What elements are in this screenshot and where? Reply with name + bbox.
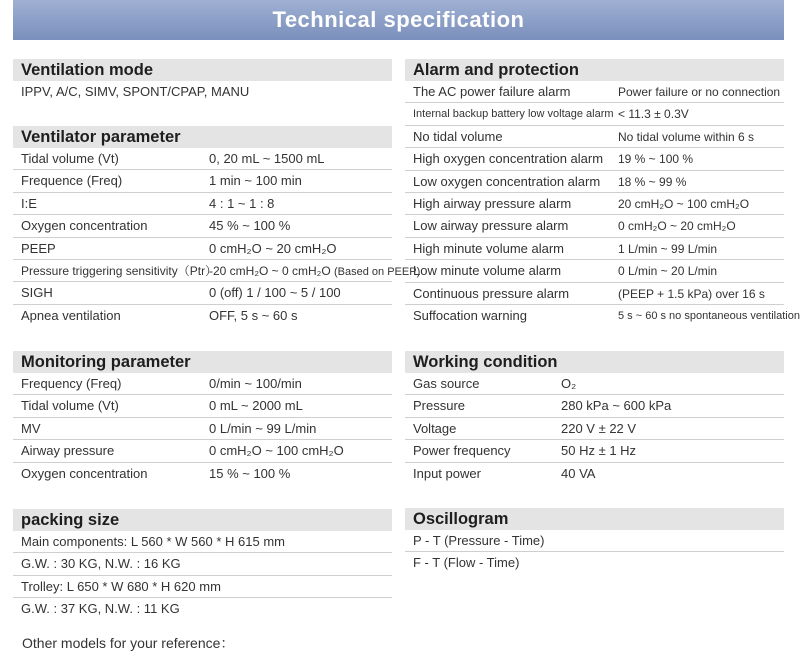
param-value: 40 VA (561, 465, 596, 481)
alarm-protection-section (405, 59, 800, 327)
param-value: 0 L/min ~ 99 L/min (209, 420, 317, 436)
param-label: Low minute volume alarm (413, 263, 562, 279)
param-label: Frequence (Freq) (21, 173, 123, 189)
param-value: 20 cmH₂O ~ 100 cmH₂O (618, 196, 750, 211)
param-value: 280 kPa ~ 600 kPa (561, 398, 672, 414)
param-label: The AC power failure alarm (413, 84, 571, 99)
packing-text: Main components: L 560 * W 560 * H 615 mm (21, 534, 285, 549)
oscillogram-section (405, 508, 784, 575)
table-row (405, 193, 784, 215)
param-value: 0 (off) 1 / 100 ~ 5 / 100 (209, 285, 341, 301)
table-row (405, 148, 784, 170)
table-row (13, 170, 392, 192)
table-row (405, 395, 784, 417)
param-value: 220 V ± 22 V (561, 420, 637, 436)
param-label: Frequency (Freq) (21, 376, 122, 391)
packing-size-section (13, 509, 392, 621)
table-row (405, 373, 784, 395)
working-condition-section (405, 351, 784, 485)
table-row (13, 373, 392, 395)
param-value: No tidal volume within 6 s (618, 129, 755, 144)
param-label: Oxygen concentration (21, 465, 148, 481)
list-item (13, 598, 392, 620)
section-heading: Ventilator parameter (13, 126, 392, 148)
param-label: Airway pressure (21, 443, 115, 459)
list-item (405, 530, 784, 552)
param-label: Tidal volume (Vt) (21, 151, 119, 166)
param-label: Pressure triggering sensitivity（Ptr） (21, 263, 218, 278)
param-value: OFF, 5 s ~ 60 s (209, 307, 298, 323)
table-row (405, 463, 784, 485)
oscillogram-text: P - T (Pressure - Time) (413, 533, 545, 548)
oscillogram-text: F - T (Flow - Time) (413, 555, 520, 571)
param-label: Oxygen concentration (21, 218, 148, 234)
param-label: Continuous pressure alarm (413, 285, 570, 301)
param-value: 5 s ~ 60 s no spontaneous ventilation (618, 309, 800, 322)
table-row (13, 463, 392, 485)
table-row (13, 193, 392, 215)
list-item (405, 552, 784, 574)
param-label: SIGH (21, 285, 53, 301)
table-row (405, 260, 784, 282)
page-title-banner (13, 0, 784, 40)
param-label: High oxygen concentration alarm (413, 151, 604, 167)
param-label: High airway pressure alarm (413, 195, 572, 211)
section-heading: Oscillogram (405, 508, 784, 530)
param-value: 0 L/min ~ 20 L/min (618, 264, 718, 279)
param-value: 50 Hz ± 1 Hz (561, 443, 637, 459)
param-label: Input power (413, 465, 481, 481)
packing-text: G.W. : 37 KG, N.W. : 11 KG (21, 601, 180, 617)
table-row (405, 81, 784, 103)
param-value: 18 % ~ 99 % (618, 174, 687, 189)
table-row (13, 282, 392, 304)
table-row (405, 440, 784, 462)
param-value: 0 cmH₂O ~ 20 cmH₂O (618, 219, 736, 234)
monitoring-parameter-section (13, 351, 392, 485)
param-value: (PEEP + 1.5 kPa) over 16 s (618, 286, 765, 301)
section-heading: Alarm and protection (405, 59, 784, 81)
list-item (13, 553, 392, 575)
param-label: No tidal volume (413, 128, 503, 144)
param-value: < 11.3 ± 0.3V (618, 107, 689, 122)
param-label: Power frequency (413, 443, 511, 459)
section-heading: Monitoring parameter (13, 351, 392, 373)
table-row (405, 126, 784, 148)
section-heading: Working condition (405, 351, 784, 373)
footer-note: Other models for your reference： (22, 635, 235, 651)
table-row (405, 103, 784, 125)
param-value: 19 % ~ 100 % (618, 152, 694, 167)
packing-text: G.W. : 30 KG, N.W. : 16 KG (21, 556, 181, 572)
param-value: 0 cmH₂O ~ 20 cmH₂O (209, 240, 337, 256)
param-value: 1 L/min ~ 99 L/min (618, 241, 718, 256)
param-value: Power failure or no connection (618, 85, 781, 99)
param-value: O₂ (561, 376, 577, 391)
param-value: 0 cmH₂O ~ 100 cmH₂O (209, 443, 344, 459)
param-label: MV (21, 420, 41, 436)
table-row (13, 260, 421, 282)
param-label: Apnea ventilation (21, 307, 121, 323)
list-item (13, 531, 392, 553)
table-row (13, 395, 392, 417)
list-item (13, 576, 392, 598)
param-value: 0 mL ~ 2000 mL (209, 398, 303, 414)
param-label: Internal backup battery low voltage alarm (413, 108, 614, 121)
param-value: 0, 20 mL ~ 1500 mL (209, 151, 325, 166)
param-value: 4 : 1 ~ 1 : 8 (209, 195, 275, 211)
param-value-main: -20 cmH₂O ~ 0 cmH₂O (209, 263, 331, 278)
ventilation-mode-text: IPPV, A/C, SIMV, SPONT/CPAP, MANU (21, 84, 250, 99)
table-row (405, 283, 784, 305)
param-value: 1 min ~ 100 min (209, 173, 302, 189)
page-title: Technical specification (272, 7, 525, 32)
table-row (13, 148, 392, 170)
table-row (13, 418, 392, 440)
table-row (405, 305, 800, 327)
ventilator-parameter-section (13, 126, 421, 327)
table-row (405, 215, 784, 237)
param-label: Voltage (413, 420, 457, 436)
table-row (405, 171, 784, 193)
param-label: Tidal volume (Vt) (21, 398, 119, 414)
list-item (13, 81, 392, 103)
table-row (405, 238, 784, 260)
table-row (13, 238, 392, 260)
param-value: 15 % ~ 100 % (209, 465, 291, 481)
param-value: 0/min ~ 100/min (209, 376, 302, 391)
section-heading: packing size (13, 509, 392, 531)
param-label: Pressure (413, 398, 466, 414)
param-value-note: (Based on PEEP) (334, 265, 421, 278)
param-label: PEEP (21, 240, 56, 256)
table-row (13, 305, 392, 327)
param-label: Gas source (413, 376, 480, 391)
packing-text: Trolley: L 650 * W 680 * H 620 mm (21, 578, 221, 594)
table-row (13, 440, 392, 462)
param-value: 45 % ~ 100 % (209, 218, 291, 234)
param-label: I:E (21, 195, 37, 211)
param-label: High minute volume alarm (413, 240, 565, 256)
table-row (405, 418, 784, 440)
param-value (209, 260, 420, 283)
param-label: Low oxygen concentration alarm (413, 173, 601, 189)
table-row (13, 215, 392, 237)
param-label: Low airway pressure alarm (413, 218, 569, 234)
ventilation-mode-section (13, 59, 392, 103)
section-heading: Ventilation mode (13, 59, 392, 81)
param-label: Suffocation warning (413, 307, 527, 323)
